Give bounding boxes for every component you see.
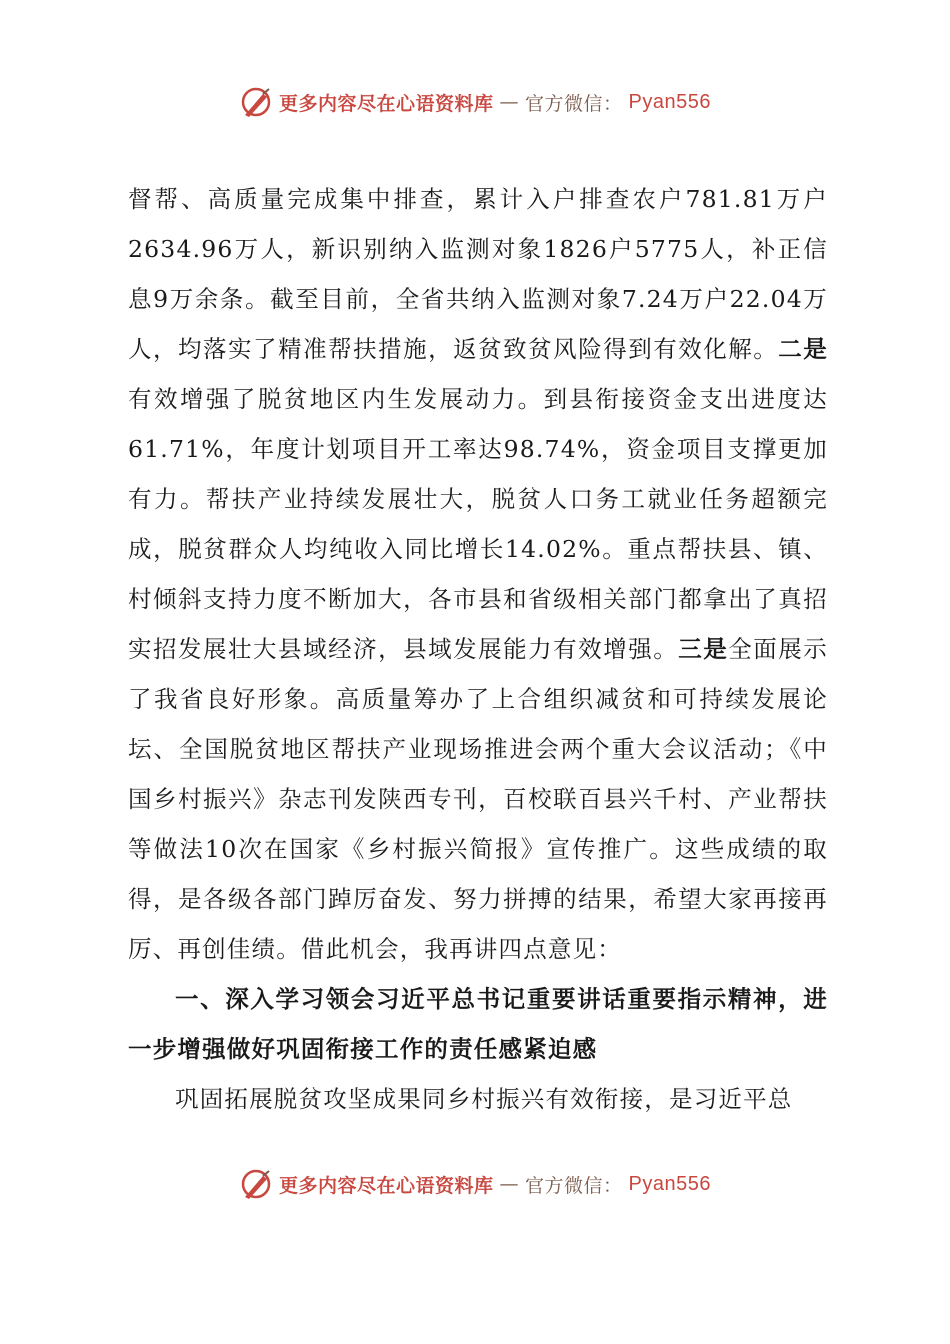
watermark-sub-text: 官方微信： — [525, 92, 623, 115]
paragraph-part-one: 督帮、高质量完成集中排查，累计入户排查农户781.81万户2634.96万人，新识别纳入监测对象1826户5775人，补正信息9万余条。截至目前，全省共纳入监测对象7.24万户22.04万人，均落实了精准帮扶措施，返贫致贫风险得到有效化解。 — [128, 185, 828, 363]
paragraph-part-three: 全面展示了我省良好形象。高质量筹办了上合组织减贫和可持续发展论坛、全国脱贫地区帮扶产业现场推进会两个重大会议活动；《中国乡村振兴》杂志刊发陕西专刊，百校联百县兴千村、产业帮扶等做法10次在国家《乡村振兴简报》宣传推广。这些成绩的取得，是各级各部门踔厉奋发、努力拼搏的结果，希望大家再接再厉、再创佳绩。借此机会，我再讲四点意见： — [128, 635, 828, 963]
paragraph-section-one-intro: 巩固拓展脱贫攻坚成果同乡村振兴有效衔接，是习近平总 — [175, 1085, 793, 1113]
watermark-wechat-id: Pyan556 — [628, 90, 711, 113]
watermark-main-text: 更多内容尽在心语资料库 — [279, 92, 494, 115]
watermark-wechat-id: Pyan556 — [628, 1172, 711, 1195]
watermark-banner-top — [0, 82, 950, 122]
paragraph-part-two: 有效增强了脱贫地区内生发展动力。到县衔接资金支出进度达61.71%，年度计划项目开工率达98.74%，资金项目支撑更加有力。帮扶产业持续发展壮大，脱贫人口务工就业任务超额完成，脱贫群众人均纯收入同比增长14.02%。重点帮扶县、镇、村倾斜支持力度不断加大，各市县和省级相关部门都拿出了真招实招发展壮大县域经济，县域发展能力有效增强。 — [128, 385, 828, 663]
pen-logo-icon — [239, 85, 273, 119]
watermark-separator: — — [499, 1173, 520, 1195]
paragraph-achievements — [128, 174, 828, 974]
section-heading-one: 一、深入学习领会习近平总书记重要讲话重要指示精神，进一步增强做好巩固衔接工作的责任感紧迫感 — [128, 985, 828, 1063]
watermark-sub-text: 官方微信： — [525, 1174, 623, 1197]
watermark-main-text: 更多内容尽在心语资料库 — [279, 1174, 494, 1197]
point-two-lead: 二是 — [778, 335, 828, 363]
point-three-lead: 三是 — [678, 635, 729, 663]
watermark-separator: — — [499, 91, 520, 113]
pen-logo-icon — [239, 1167, 273, 1201]
watermark-banner-bottom — [0, 1164, 950, 1204]
document-body — [128, 174, 828, 1124]
